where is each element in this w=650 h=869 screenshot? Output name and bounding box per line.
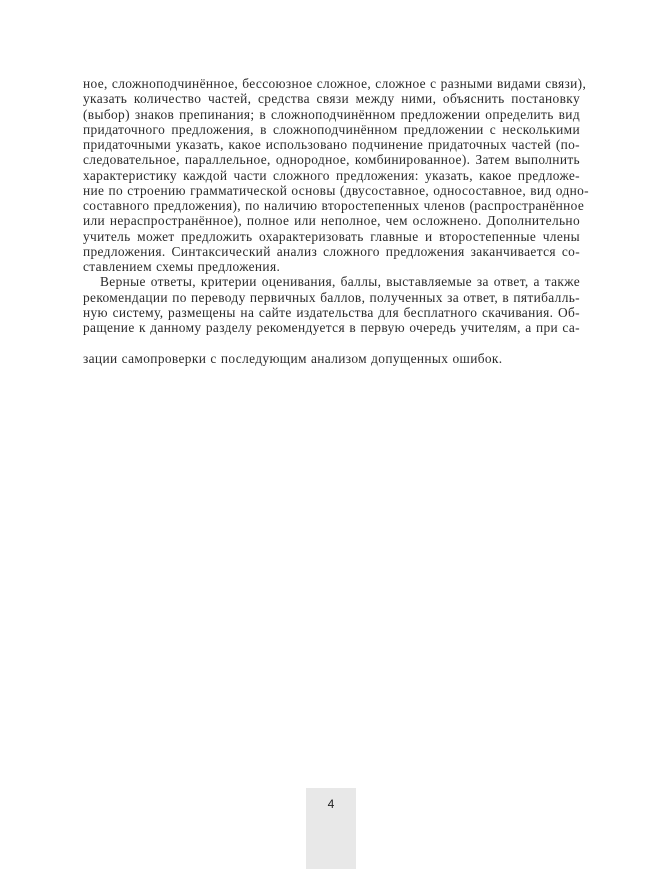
text-line: придаточными указать, какое использовано подчинение придаточных частей (по-	[83, 137, 580, 152]
text-line: учитель может предложить охарактеризовать главные и второстепенные члены	[83, 228, 580, 244]
text-line: Верные ответы, критерии оценивания, баллы, выставляемые за ответ, а также	[100, 274, 580, 290]
paragraph-2	[83, 274, 580, 366]
text-line: следовательное, параллельное, однородное, комбинированное). Затем выполнить	[83, 152, 580, 168]
text-line: зации самопроверки с последующим анализом допущенных ошибок.	[83, 350, 503, 366]
text-line: характеристику каждой части сложного предложения: указать, какое предложе-	[83, 167, 580, 183]
text-line: предложения. Синтаксический анализ сложного предложения заканчивается со-	[83, 243, 580, 259]
text-line: рекомендации по переводу первичных баллов, полученных за ответ, в пятибалль-	[83, 289, 580, 305]
text-line: указать количество частей, средства связи между ними, объяснить постановку	[83, 91, 580, 107]
text-line	[83, 335, 580, 350]
text-line: ние по строению грамматической основы (двусоставное, односоставное, вид одно-	[83, 182, 589, 198]
text-line: составного предложения), по наличию второстепенных членов (распространённое	[83, 198, 585, 213]
text-line: или нераспространённое), полное или неполное, чем осложнено. Дополнительно	[83, 213, 580, 229]
body-text	[83, 76, 589, 366]
paragraph-1	[83, 76, 589, 274]
text-line: ное, сложноподчинённое, бессоюзное сложное, сложное с разными видами связи),	[83, 76, 587, 91]
page-number-tab	[306, 788, 356, 869]
text-line: придаточного предложения, в сложноподчинённом предложении с несколькими	[83, 121, 580, 137]
text-line: ращение к данному разделу рекомендуется в первую очередь учителям, а при са-	[83, 320, 580, 335]
text-line: (выбор) знаков препинания; в сложноподчинённом предложении определить вид	[83, 106, 580, 122]
page-number: 4	[327, 797, 335, 811]
text-line: ставлением схемы предложения.	[83, 259, 281, 274]
text-line: ную систему, размещены на сайте издательства для бесплатного скачивания. Об-	[83, 304, 580, 320]
